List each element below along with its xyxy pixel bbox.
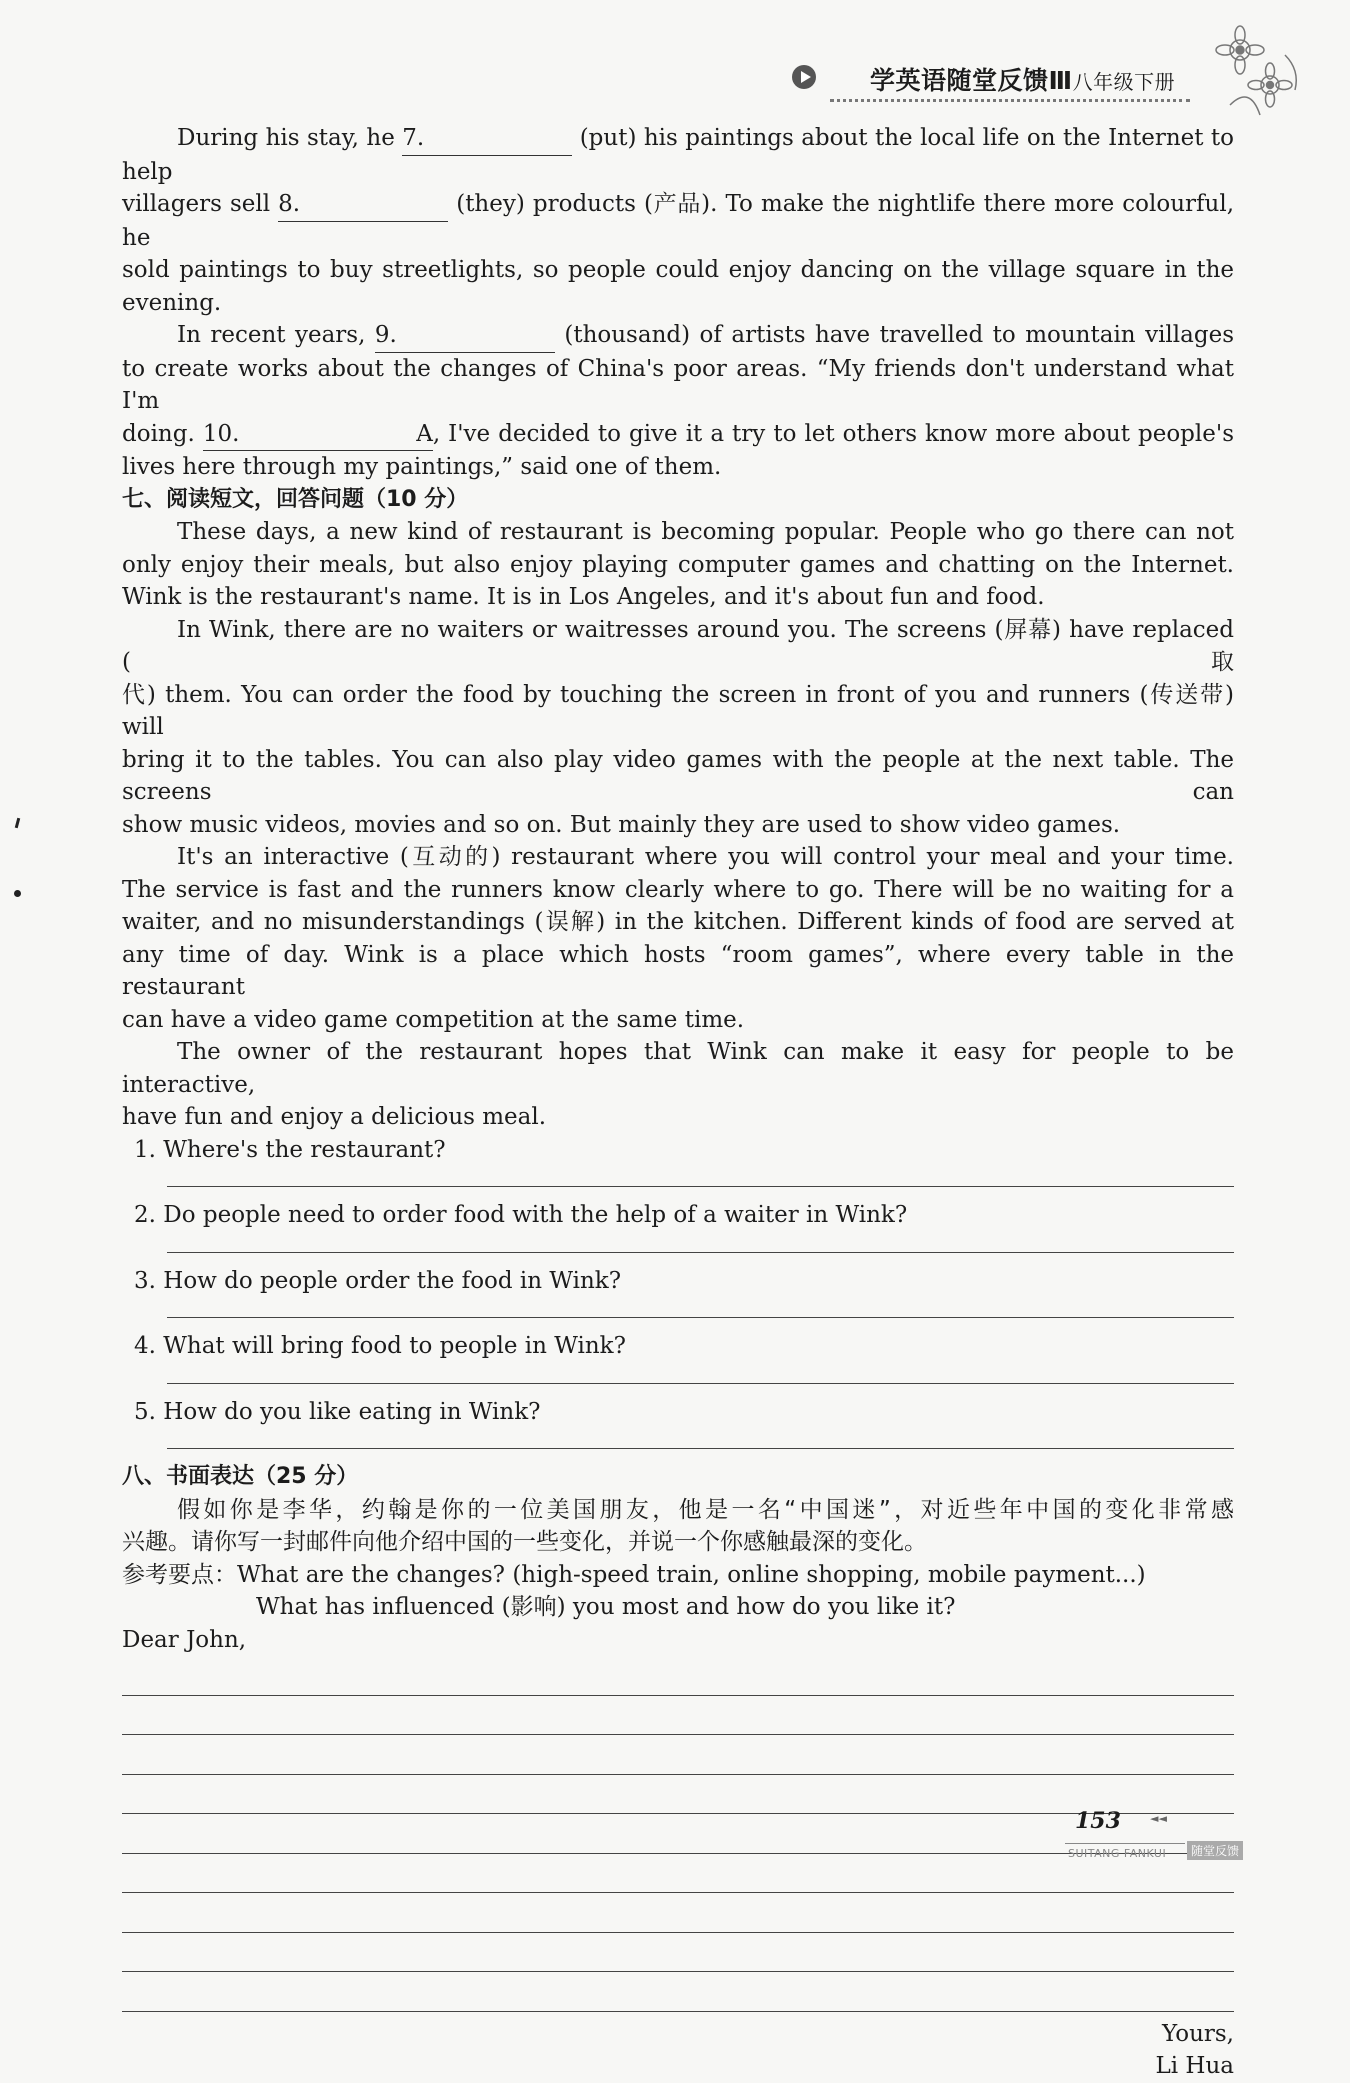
footer-tag: 随堂反馈 xyxy=(1187,1841,1243,1860)
section-8-title: 八、书面表达（25 分） xyxy=(122,1464,359,1489)
tip-2: What has influenced (影响) you most and how do you like it? xyxy=(256,1594,956,1620)
passage-line: sold paintings to buy streetlights, so people could enjoy dancing on the village square in the evening. xyxy=(122,257,1234,316)
passage-line xyxy=(122,418,1234,452)
writing-line[interactable] xyxy=(122,1735,1234,1775)
text-span: During his stay, he xyxy=(177,125,395,151)
passage-line xyxy=(122,188,1234,254)
passage-line: to create works about the changes of China's poor areas. “My friends don't understand what I'm xyxy=(122,355,1234,414)
writing-prompt-line: 兴趣。请你写一封邮件向他介绍中国的一些变化，并说一个你感触最深的变化。 xyxy=(122,1529,927,1555)
answer-line-2[interactable] xyxy=(167,1232,1234,1253)
text-span: doing. xyxy=(122,420,195,447)
answer-blank-9[interactable]: 9. xyxy=(375,319,555,353)
writing-prompt-line: 假如你是李华，约翰是你的一位美国朋友，他是一名“中国迷”，对近些年中国的变化非常感 xyxy=(177,1496,1234,1523)
flower-decoration-icon xyxy=(1200,15,1320,135)
text-span: villagers sell xyxy=(122,191,271,217)
salutation: Dear John, xyxy=(122,1626,247,1653)
reading-line: These days, a new kind of restaurant is becoming popular. People who go there can not xyxy=(177,519,1234,545)
play-icon xyxy=(792,65,816,89)
text-span: (they) products (产品). To make the nightlife there more colourful, he xyxy=(122,191,1235,251)
double-arrow-left-icon: ◄◄ xyxy=(1150,1812,1167,1825)
closing: Yours, xyxy=(1162,2020,1234,2047)
book-title-text: 学英语随堂反馈Ⅲ xyxy=(870,66,1073,95)
page-content xyxy=(122,122,1234,2083)
question-5: 5. How do you like eating in Wink? xyxy=(134,1398,541,1425)
writing-line[interactable] xyxy=(122,1696,1234,1736)
answer-blank-8[interactable]: 8. xyxy=(278,188,448,222)
answer-line-3[interactable] xyxy=(167,1297,1234,1318)
margin-mark xyxy=(15,818,20,828)
reading-line: show music videos, movies and so on. But mainly they are used to show video games. xyxy=(122,811,1121,838)
text-span: (thousand) of artists have travelled to mountain villages xyxy=(564,322,1234,348)
writing-line[interactable] xyxy=(122,1972,1234,2012)
reading-line: 代) them. You can order the food by touching the screen in front of you and runners (传送带) will xyxy=(122,681,1234,740)
question-2: 2. Do people need to order food with the help of a waiter in Wink? xyxy=(134,1202,908,1228)
reading-line: any time of day. Wink is a place which hosts “room games”, where every table in the restaurant xyxy=(122,941,1234,1000)
tip-1: What are the changes? (high-speed train, online shopping, mobile payment...) xyxy=(237,1561,1146,1588)
writing-line[interactable] xyxy=(122,1933,1234,1973)
reading-line: The service is fast and the runners know clearly where to go. There will be no waiting for a xyxy=(122,876,1234,903)
answer-line-5[interactable] xyxy=(167,1428,1234,1449)
passage-line xyxy=(122,122,1234,188)
tips-label: 参考要点： xyxy=(122,1561,237,1588)
reading-line: Wink is the restaurant's name. It is in Los Angeles, and it's about fun and food. xyxy=(122,584,1045,610)
margin-dot xyxy=(14,890,21,897)
text-span: (put) his paintings about the local life on the Internet to help xyxy=(122,125,1235,185)
question-4: 4. What will bring food to people in Wink? xyxy=(134,1333,626,1359)
book-title xyxy=(870,61,1175,97)
header-divider xyxy=(830,99,1190,102)
reading-line: The owner of the restaurant hopes that Wink can make it easy for people to be interactive, xyxy=(122,1039,1234,1098)
section-7-title: 七、阅读短文，回答问题（10 分） xyxy=(122,486,469,512)
answer-line-1[interactable] xyxy=(167,1166,1234,1187)
reading-line: can have a video game competition at the same time. xyxy=(122,1006,745,1033)
reading-line: It's an interactive (互动的) restaurant where you will control your meal and your time. xyxy=(177,844,1234,870)
footer-subtitle: SUITANG FANKUI xyxy=(1068,1847,1167,1860)
reading-line: In Wink, there are no waiters or waitresses around you. The screens (屏幕) have replaced (取 xyxy=(122,616,1234,675)
reading-line: waiter, and no misunderstandings (误解) in the kitchen. Different kinds of food are served at xyxy=(122,909,1234,935)
footer-divider xyxy=(1065,1843,1185,1844)
writing-line[interactable] xyxy=(122,1775,1234,1815)
reading-line: only enjoy their meals, but also enjoy playing computer games and chatting on the Internet. xyxy=(122,551,1234,578)
writing-line[interactable] xyxy=(122,1656,1234,1696)
writing-area[interactable] xyxy=(122,1656,1234,2012)
writing-line[interactable] xyxy=(122,1893,1234,1933)
passage-line: lives here through my paintings,” said one of them. xyxy=(122,454,722,480)
page-number: 153 xyxy=(1075,1808,1121,1834)
text-span: , I've decided to give it a try to let others know more about people's xyxy=(432,420,1234,447)
question-1: 1. Where's the restaurant? xyxy=(134,1136,446,1163)
grade-label: 八年级下册 xyxy=(1072,70,1176,94)
question-3: 3. How do people order the food in Wink? xyxy=(134,1267,622,1294)
reading-line: have fun and enjoy a delicious meal. xyxy=(122,1104,547,1130)
answer-blank-7[interactable]: 7. xyxy=(402,122,572,156)
answer-blank-10[interactable]: 10. A xyxy=(203,418,433,452)
text-span: In recent years, xyxy=(177,322,366,348)
tips-line xyxy=(122,1559,1234,1592)
page-header xyxy=(780,55,1210,105)
answer-line-4[interactable] xyxy=(167,1363,1234,1384)
signature: Li Hua xyxy=(1155,2053,1234,2079)
reading-line: bring it to the tables. You can also play video games with the people at the next table. The screens can xyxy=(122,746,1234,805)
passage-line xyxy=(122,319,1234,353)
